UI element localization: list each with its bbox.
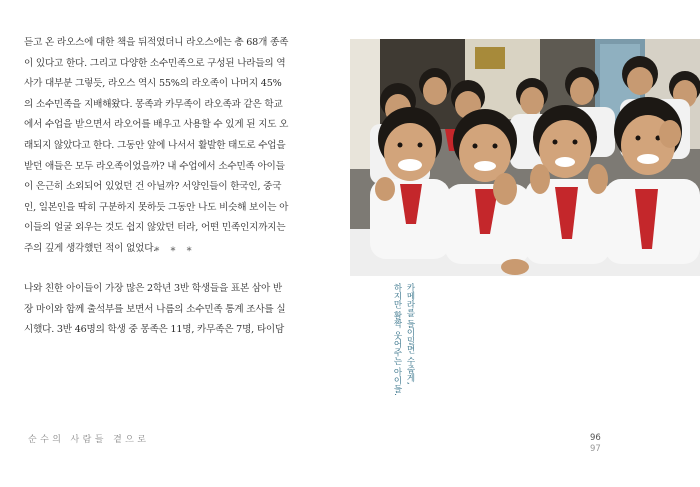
photo-illustration [350, 39, 700, 276]
text-line: 이들의 얼굴 외우는 것도 쉽지 않았던 터라, 어떤 민족인지까지는 [24, 222, 286, 234]
text-line: 인, 일본인을 딱히 구분하지 못하듯 그동안 나도 비슷해 보이는 아 [24, 201, 289, 213]
children-photo [350, 39, 700, 276]
text-line: 에서 수업을 받으면서 라오어를 배우고 사용할 수 있게 된 지도 오 [24, 119, 289, 131]
caption-line: 하지만 활짝 웃어주는 아이들. [392, 283, 402, 396]
photo-caption [390, 283, 416, 413]
text-line: 주의 깊게 생각했던 적이 없었다. [24, 242, 157, 254]
text-line: 사가 대부분 그렇듯, 라오스 역시 55%의 라오족이 나머지 45% [24, 78, 282, 90]
text-line: 나와 친한 아이들이 가장 많은 2학년 3반 학생들을 표본 삼아 반 [24, 283, 282, 294]
text-line: 래되지 않았다고 한다. 그동안 앞에 나서서 활발한 태도로 수업을 [24, 139, 286, 151]
caption-line: 카메라를 들이밀면 수줍게, [405, 283, 415, 385]
text-line: 이 있다고 한다. 그리고 다양한 소수민족으로 구성된 나라들의 역 [24, 57, 286, 69]
text-line: 듣고 온 라오스에 대한 책을 뒤적였더니 라오스에는 총 68개 종족 [24, 37, 289, 48]
text-line: 시했다. 3반 46명의 학생 중 몽족은 11명, 카무족은 7명, 타이담 [24, 324, 285, 336]
text-line: 장 마이와 함께 출석부를 보면서 나름의 소수민족 통계 조사를 실 [24, 303, 286, 315]
body-paragraph-2 [24, 279, 326, 341]
page-number-right: 97 [590, 444, 601, 454]
text-line: 의 소수민족을 지배해왔다. 몽족과 카무족이 라오족과 같은 학교 [24, 98, 283, 110]
page-number-left: 96 [590, 433, 601, 443]
body-paragraph-1 [24, 33, 326, 260]
text-line: 받던 애들은 모두 라오족이었을까? 내 수업에서 소수민족 아이들 [24, 160, 285, 172]
text-line: 이 은근히 소외되어 있었던 건 아닐까? 서양인들이 한국인, 중국 [24, 181, 282, 193]
running-footer: 순수의 사람들 곁으로 [28, 435, 150, 445]
section-separator: * * * [154, 246, 196, 257]
